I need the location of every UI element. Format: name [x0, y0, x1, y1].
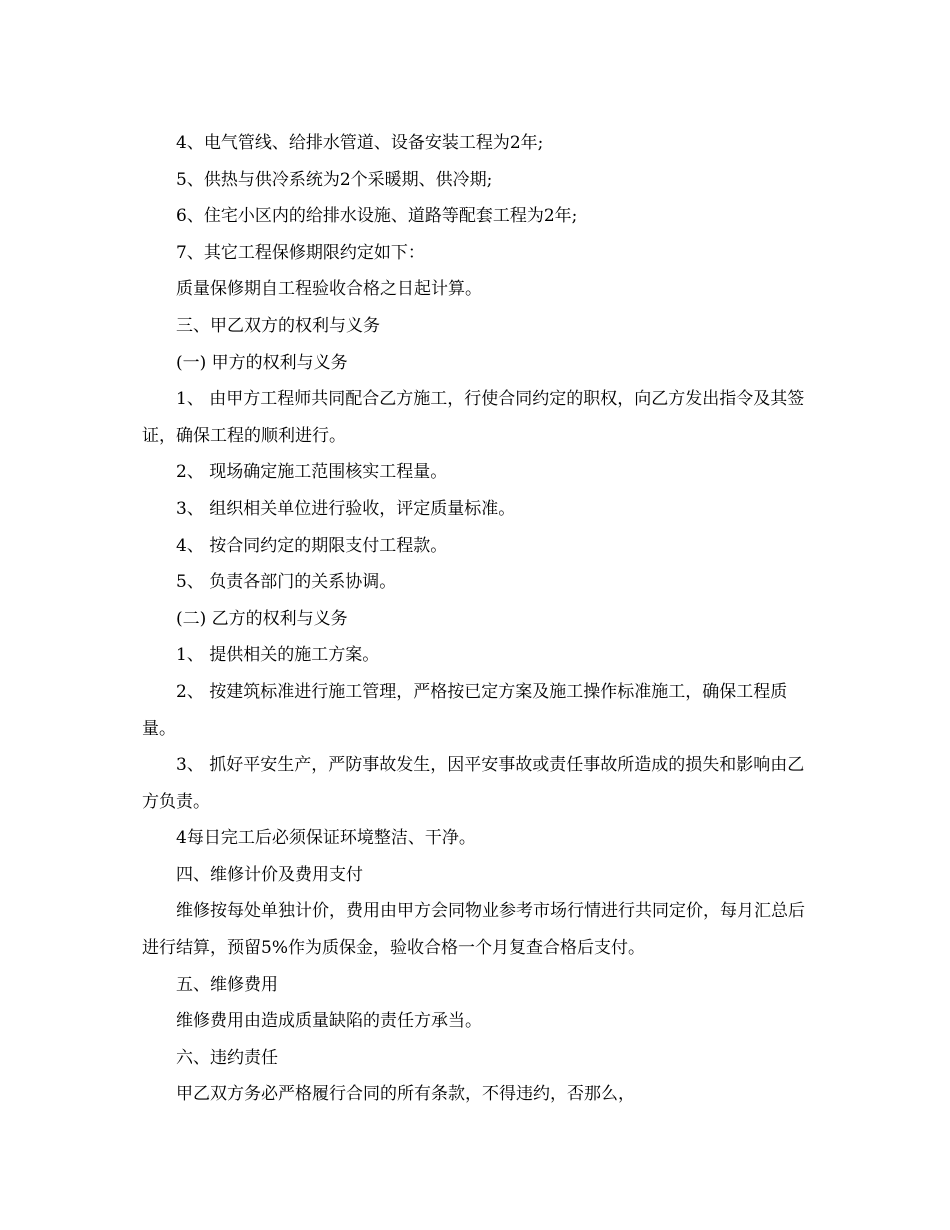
- paragraph: 4每日完工后必须保证环境整洁、干净。: [176, 828, 476, 849]
- paragraph: 1、 提供相关的施工方案。: [176, 645, 380, 666]
- paragraph: 3、 抓好平安生产，严防事故发生，因平安事故或责任事故所造成的损失和影响由乙方负责。: [142, 755, 805, 812]
- paragraph: 3、 组织相关单位进行验收，评定质量标准。: [176, 498, 516, 519]
- section-heading: 六、违约责任: [176, 1047, 278, 1068]
- section-heading: 四、维修计价及费用支付: [176, 864, 363, 885]
- subsection-heading: (二) 乙方的权利与义务: [176, 608, 348, 629]
- section-heading: 三、甲乙双方的权利与义务: [176, 315, 380, 336]
- section-heading: 五、维修费用: [176, 974, 278, 995]
- paragraph: 4、电气管线、给排水管道、设备安装工程为2年;: [176, 133, 544, 153]
- paragraph: 维修按每处单独计价，费用由甲方会同物业参考市场行情进行共同定价，每月汇总后进行结算，预留5%作为质保金，验收合格一个月复查合格后支付。: [142, 901, 805, 959]
- paragraph: 6、住宅小区内的给排水设施、道路等配套工程为2年;: [176, 206, 578, 227]
- paragraph: 质量保修期自工程验收合格之日起计算。: [176, 279, 482, 300]
- paragraph: 维修费用由造成质量缺陷的责任方承当。: [176, 1011, 482, 1032]
- subsection-heading: (一) 甲方的权利与义务: [176, 352, 348, 373]
- paragraph: 2、 按建筑标准进行施工管理，严格按已定方案及施工操作标准施工，确保工程质量。: [142, 681, 788, 739]
- paragraph: 7、其它工程保修期限约定如下：: [176, 242, 425, 263]
- document-body: [142, 125, 812, 1113]
- paragraph: 1、 由甲方工程师共同配合乙方施工，行使合同约定的职权，向乙方发出指令及其签证，确保工程的顺利进行。: [142, 389, 805, 446]
- paragraph: 5、 负责各部门的关系协调。: [176, 572, 397, 593]
- paragraph: 5、供热与供冷系统为2个采暖期、供冷期;: [176, 169, 493, 190]
- paragraph: 2、 现场确定施工范围核实工程量。: [176, 462, 448, 483]
- paragraph: 4、 按合同约定的期限支付工程款。: [176, 535, 448, 556]
- paragraph: 甲乙双方务必严格履行合同的所有条款，不得违约，否那么，: [176, 1084, 635, 1105]
